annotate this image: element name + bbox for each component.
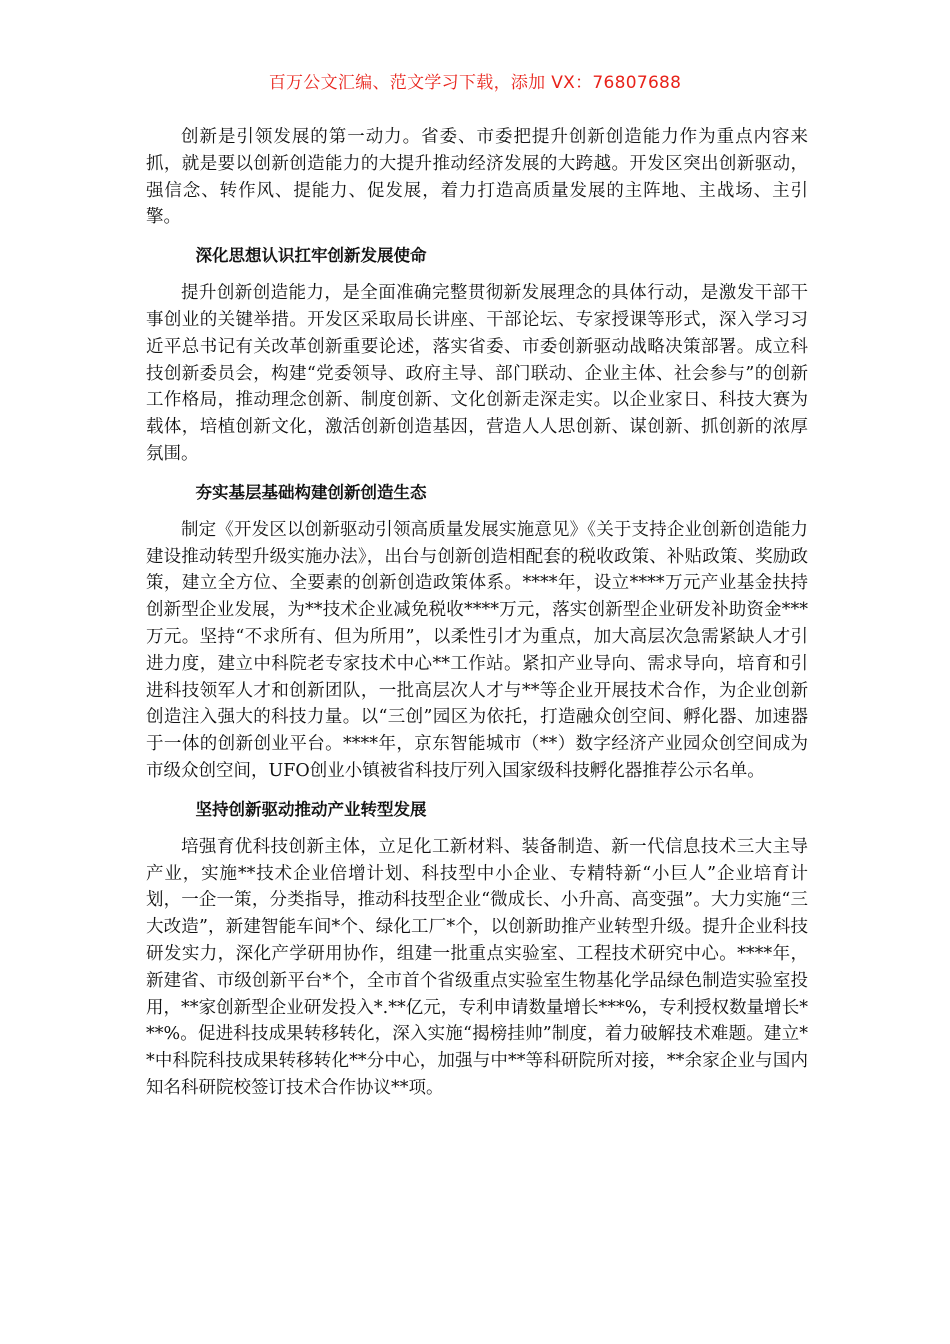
section-1-heading: 深化思想认识扛牢创新发展使命 [195,246,427,266]
section-2-heading: 夯实基层基础构建创新创造生态 [195,482,427,502]
section-3-heading: 坚持创新驱动推动产业转型发展 [195,799,427,819]
watermark-banner: 百万公文汇编、范文学习下载，添加 VX：76807688 [268,73,682,93]
section-1-body: 提升创新创造能力，是全面准确完整贯彻新发展理念的具体行动，是激发干部干事创业的关键举措。开发区采取局长讲座、干部论坛、专家授课等形式，深入学习习近平总书记有关改革创新重要论述，落实省委、市委创新驱动战略决策部署。成立科技创新委员会，构建“党委领导、政府主导、部门联动、企业主体、社会参与”的创新工作格局，推动理念创新、制度创新、文化创新走深走实。以企业家日、科技大赛为载体，培植创新文化，激活创新创造基因，营造人人思创新、谋创新、抓创新的浓厚氛围。 [146,283,808,464]
intro-paragraph: 创新是引领发展的第一动力。省委、市委把提升创新创造能力作为重点内容来抓，就是要以创新创造能力的大提升推动经济发展的大跨越。开发区突出创新驱动，强信念、转作风、提能力、促发展，着力打造高质量发展的主阵地、主战场、主引擎。 [146,127,808,228]
section-3-body: 培强育优科技创新主体，立足化工新材料、装备制造、新一代信息技术三大主导产业，实施**技术企业倍增计划、科技型中小企业、专精特新“小巨人”企业培育计划，一企一策，分类指导，推动科技型企业“微成长、小升高、高变强”。大力实施“三大改造”，新建智能车间*个、绿化工厂*个，以创新助推产业转型升级。提升企业科技研发实力，深化产学研用协作，组建一批重点实验室、工程技术研究中心。****年，新建省、市级创新平台*个，全市首个省级重点实验室生物基化学品绿色制造实验室投用，**家创新型企业研发投入*.**亿元，专利申请数量增长***%，专利授权数量增长***%。促进科技成果转移转化，深入实施“揭榜挂帅”制度，着力破解技术难题。建立**中科院科技成果转移转化**分中心，加强与中**等科研院所对接，**余家企业与国内知名科研院校签订技术合作协议**项。 [146,836,808,1098]
section-2-body: 制定《开发区以创新驱动引领高质量发展实施意见》《关于支持企业创新创造能力建设推动转型升级实施办法》，出台与创新创造相配套的税收政策、补贴政策、奖励政策，建立全方位、全要素的创新创造政策体系。****年，设立****万元产业基金扶持创新型企业发展，为**技术企业减免税收****万元，落实创新型企业研发补助资金***万元。坚持“不求所有、但为所用”，以柔性引才为重点，加大高层次急需紧缺人才引进力度，建立中科院老专家技术中心**工作站。紧扣产业导向、需求导向，培育和引进科技领军人才和创新团队，一批高层次人才与**等企业开展技术合作，为企业创新创造注入强大的科技力量。以“三创”园区为依托，打造融众创空间、孵化器、加速器于一体的创新创业平台。****年，京东智能城市（**）数字经济产业园众创空间成为市级众创空间，UFO创业小镇被省科技厅列入国家级科技孵化器推荐公示名单。 [146,519,808,781]
document-body [146,124,808,1113]
